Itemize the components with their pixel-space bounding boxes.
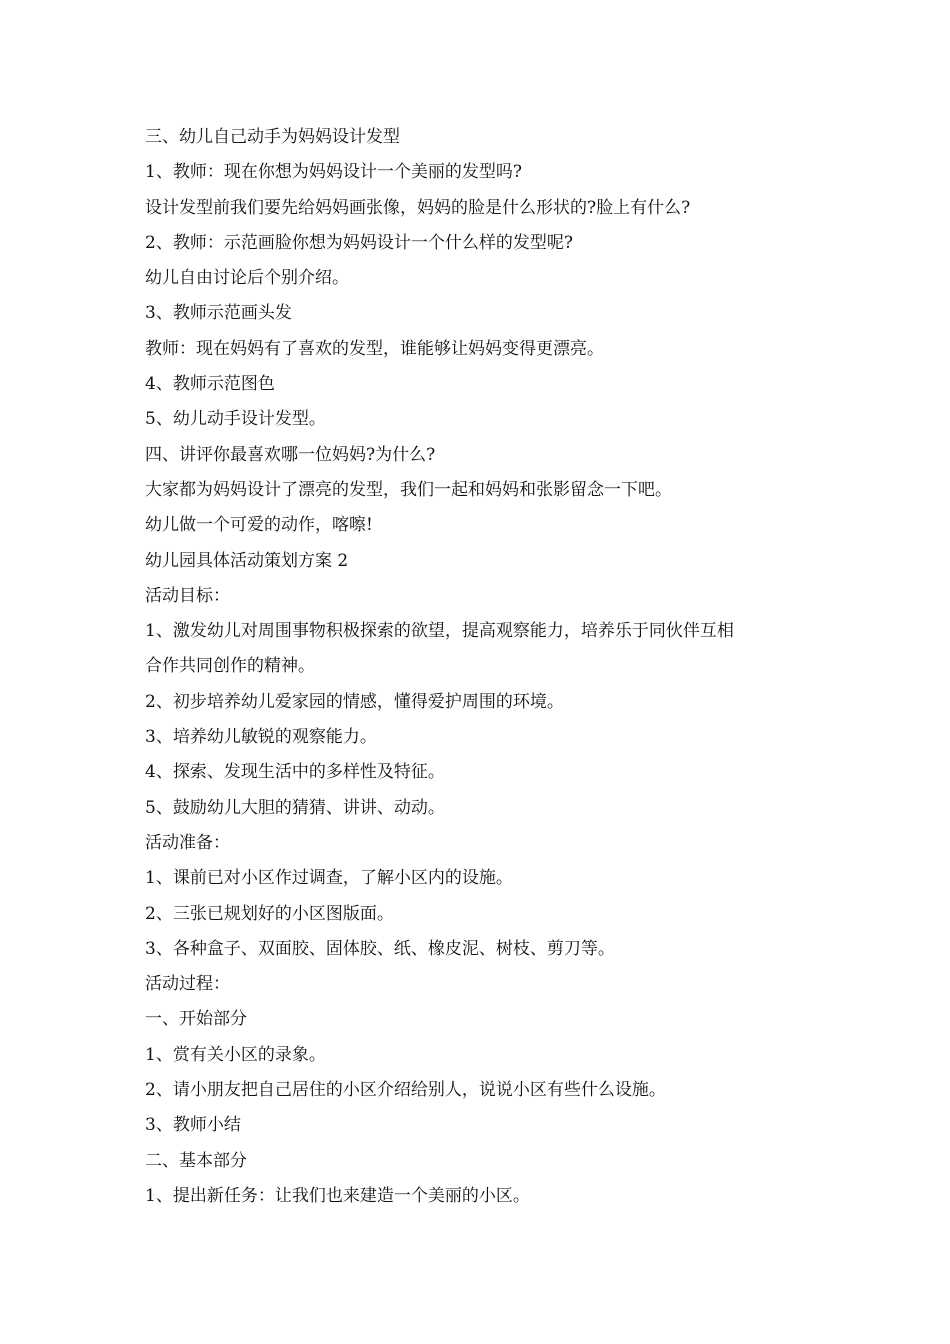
paragraph-line: 3、教师示范画头发 [145, 303, 292, 324]
paragraph-line: 1、提出新任务：让我们也来建造一个美丽的小区。 [145, 1185, 530, 1206]
heading-section-3: 三、幼儿自己动手为妈妈设计发型 [145, 127, 400, 147]
paragraph-line: 5、幼儿动手设计发型。 [145, 409, 326, 430]
paragraph-line: 幼儿做一个可爱的动作，喀嚓! [145, 515, 373, 536]
paragraph-line: 教师：现在妈妈有了喜欢的发型，谁能够让妈妈变得更漂亮。 [145, 338, 604, 359]
paragraph-line: 1、课前已对小区作过调查，了解小区内的设施。 [145, 868, 513, 889]
paragraph-line: 2、三张已规划好的小区图版面。 [145, 903, 394, 924]
heading-process: 活动过程： [145, 974, 230, 995]
heading-preparation: 活动准备： [145, 832, 230, 853]
paragraph-line: 幼儿自由讨论后个别介绍。 [145, 268, 349, 289]
paragraph-line: 1、教师：现在你想为妈妈设计一个美丽的发型吗? [145, 162, 522, 183]
heading-start-part: 一、开始部分 [145, 1009, 247, 1030]
paragraph-line: 4、探索、发现生活中的多样性及特征。 [145, 762, 445, 783]
heading-section-4: 四、讲评你最喜欢哪一位妈妈?为什么? [145, 444, 436, 465]
paragraph-line: 1、激发幼儿对周围事物积极探索的欲望，提高观察能力，培养乐于同伙伴互相 [145, 621, 734, 642]
paragraph-line: 设计发型前我们要先给妈妈画张像，妈妈的脸是什么形状的?脸上有什么? [145, 197, 691, 218]
paragraph-line: 4、教师示范图色 [145, 374, 275, 395]
heading-basic-part: 二、基本部分 [145, 1150, 247, 1171]
paragraph-line: 3、教师小结 [145, 1115, 241, 1136]
paragraph-line: 2、教师：示范画脸你想为妈妈设计一个什么样的发型呢? [145, 232, 573, 253]
paragraph-line: 2、请小朋友把自己居住的小区介绍给别人，说说小区有些什么设施。 [145, 1080, 666, 1101]
paragraph-line: 2、初步培养幼儿爱家园的情感，懂得爱护周围的环境。 [145, 691, 564, 712]
document-body [145, 120, 825, 1214]
paragraph-line: 5、鼓励幼儿大胆的猜猜、讲讲、动动。 [145, 797, 445, 818]
paragraph-line: 3、各种盒子、双面胶、固体胶、纸、橡皮泥、树枝、剪刀等。 [145, 938, 615, 959]
heading-goals: 活动目标： [145, 585, 230, 606]
paragraph-line: 3、培养幼儿敏锐的观察能力。 [145, 727, 377, 748]
plan-title: 幼儿园具体活动策划方案 2 [145, 550, 349, 571]
paragraph-line: 大家都为妈妈设计了漂亮的发型，我们一起和妈妈和张影留念一下吧。 [145, 479, 672, 500]
paragraph-line: 1、赏有关小区的录象。 [145, 1044, 326, 1065]
paragraph-line: 合作共同创作的精神。 [145, 656, 315, 677]
